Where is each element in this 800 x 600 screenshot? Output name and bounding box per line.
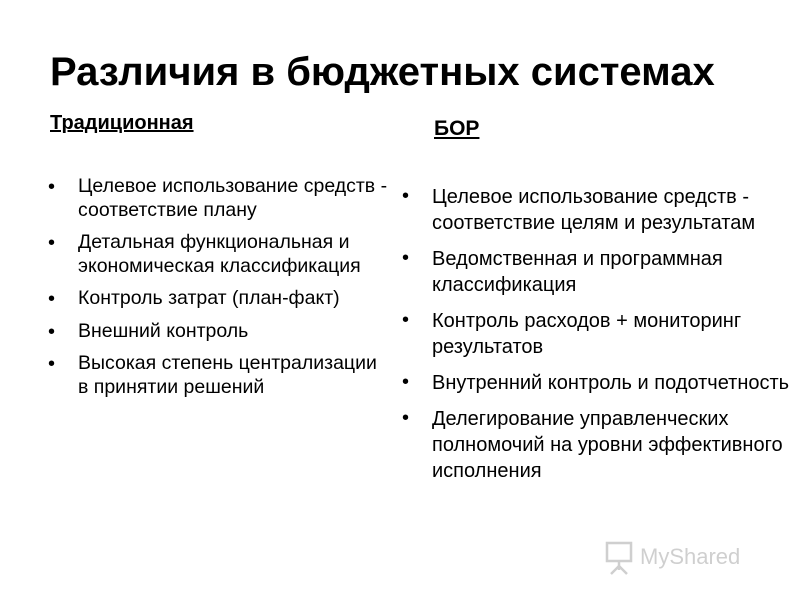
list-item: • Внешний контроль	[48, 320, 388, 344]
list-item: • Целевое использование средств - соответствие целям и результатам	[402, 184, 792, 236]
list-item: • Контроль расходов + мониторинг результатов	[402, 308, 792, 360]
watermark	[604, 540, 774, 576]
slide-title: Различия в бюджетных системах	[50, 50, 715, 94]
traditional-list	[48, 175, 388, 408]
watermark-text: MyShared	[640, 544, 741, 569]
list-item: • Контроль затрат (план-факт)	[48, 287, 388, 311]
column-heading-traditional: Традиционная	[50, 112, 194, 134]
column-heading-bor: БОР	[434, 117, 480, 140]
list-item: • Целевое использование средств - соответствие плану	[48, 175, 388, 222]
list-item: • Делегирование управленческих полномочий на уровни эффективного исполнения	[402, 406, 792, 484]
list-item: • Ведомственная и программная классификация	[402, 246, 792, 298]
bor-list	[402, 184, 792, 494]
list-item: • Внутренний контроль и подотчетность	[402, 370, 792, 396]
list-item: • Высокая степень централизации в принятии решений	[48, 352, 388, 399]
list-item: • Детальная функциональная и экономическая классификация	[48, 231, 388, 278]
